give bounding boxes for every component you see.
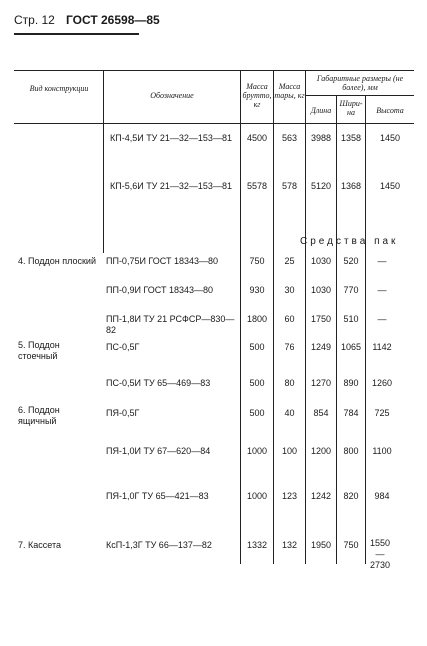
table-row-gross: 1800 [246, 314, 268, 324]
table-row-height: 1142 [372, 342, 392, 352]
table-row-designation: ПЯ-0,5Г [106, 408, 140, 418]
table-row-tare: 76 [284, 342, 295, 352]
table-top-rule [14, 70, 414, 71]
table-row-height: 984 [374, 491, 390, 501]
table-row-gross: 1000 [246, 446, 268, 456]
group-kind: 5. Поддон стоечный [18, 340, 60, 361]
table-row-height: 1100 [372, 446, 392, 456]
table-row-height: — [377, 285, 387, 295]
table-row-width: 820 [343, 491, 359, 501]
table-row-length: 1249 [310, 342, 332, 352]
header-gross: Масса брутто, кг [242, 82, 272, 109]
table-row-height: — [377, 314, 387, 324]
table-row-height: — [377, 256, 387, 266]
table-row-tare: 123 [281, 491, 298, 501]
table-row-width: 520 [343, 256, 359, 266]
col-rule-4 [305, 70, 306, 253]
table-row-tare: 563 [281, 133, 298, 143]
header-tare: Масса тары, кг [274, 82, 305, 100]
table-row-gross: 500 [249, 378, 265, 388]
table-row-designation: ПС-0,5И ТУ 65—469—83 [106, 378, 211, 388]
standard-code: ГОСТ 26598—85 [66, 13, 160, 27]
table-row-height: 725 [374, 408, 390, 418]
table-row-designation: КП-5,6И ТУ 21—32—153—81 [110, 181, 232, 191]
page-number: Стр. 12 [14, 13, 55, 27]
table-row-designation: ПП-0,9И ГОСТ 18343—80 [106, 285, 214, 295]
table-row-gross: 500 [249, 342, 265, 352]
table-row-tare: 100 [281, 446, 298, 456]
table-row-length: 1242 [310, 491, 332, 501]
header-kind: Вид конструкции [29, 84, 89, 93]
table-row-tare: 80 [284, 378, 295, 388]
table-row-length: 1200 [310, 446, 332, 456]
table-row-gross: 930 [249, 285, 265, 295]
table-row-width: 800 [343, 446, 359, 456]
table-row-length: 5120 [310, 181, 332, 191]
table-row-tare: 30 [284, 285, 295, 295]
table-row-height: 1450 [379, 133, 401, 143]
table-row-designation: ПЯ-1,0Г ТУ 65—421—83 [106, 491, 209, 501]
table-row-length: 1950 [310, 540, 332, 550]
col-rule-1 [103, 70, 104, 253]
table-row-tare: 132 [281, 540, 298, 550]
table-row-width: 784 [343, 408, 359, 418]
table-row-length: 1030 [310, 256, 332, 266]
table-row-width: 1065 [340, 342, 362, 352]
table-row-length: 3988 [310, 133, 332, 143]
group-kind: 6. Поддон ящичный [18, 405, 60, 426]
table-row-gross: 750 [249, 256, 265, 266]
table-row-designation: ПП-0,75И ГОСТ 18343—80 [106, 256, 219, 266]
col-rule-5 [336, 95, 337, 253]
table-row-width: 1358 [340, 133, 362, 143]
header-length: Длина [310, 106, 332, 115]
col-rule-6 [365, 95, 366, 253]
table-row-tare: 60 [284, 314, 295, 324]
table-row-tare: 25 [284, 256, 295, 266]
table-header-rule [14, 123, 414, 124]
header-width: Шири-на [339, 99, 363, 117]
table-row-length: 1030 [310, 285, 332, 295]
table-row-gross: 500 [249, 408, 265, 418]
table-row-height: 1260 [371, 378, 393, 388]
section-title: Средства пак [300, 236, 399, 247]
table-row-length: 1750 [310, 314, 332, 324]
table-row-height: 1450 [379, 181, 401, 191]
table-row-designation: ПП-1,8И ТУ 21 РСФСР—830—82 [106, 314, 235, 335]
table-row-gross: 1000 [246, 491, 268, 501]
table-row-height: 1550—2730 [369, 538, 391, 570]
table-row-length: 1270 [310, 378, 332, 388]
table-row-gross: 5578 [246, 181, 268, 191]
group-kind: 4. Поддон плоский [18, 256, 96, 266]
header-designation: Обозначение [150, 91, 194, 100]
table-row-length: 854 [313, 408, 329, 418]
header-height: Высота [376, 106, 404, 115]
dims-subheader-rule [305, 95, 414, 96]
header-underline [14, 33, 139, 35]
table-row-designation: КсП-1,3Г ТУ 66—137—82 [106, 540, 212, 550]
table-row-tare: 578 [281, 181, 298, 191]
table-row-designation: КП-4,5И ТУ 21—32—153—81 [110, 133, 232, 143]
table-row-gross: 4500 [246, 133, 268, 143]
table-row-width: 1368 [340, 181, 362, 191]
table-row-gross: 1332 [246, 540, 268, 550]
group-kind: 7. Кассета [18, 540, 61, 550]
table-row-width: 750 [343, 540, 359, 550]
table-row-width: 510 [343, 314, 359, 324]
table-row-designation: ПС-0,5Г [106, 342, 140, 352]
table-row-designation: ПЯ-1,0И ТУ 67—620—84 [106, 446, 211, 456]
table-row-width: 890 [343, 378, 359, 388]
table-row-width: 770 [343, 285, 359, 295]
header-dims: Габаритные размеры (не более), мм [316, 74, 404, 92]
table-row-tare: 40 [284, 408, 295, 418]
